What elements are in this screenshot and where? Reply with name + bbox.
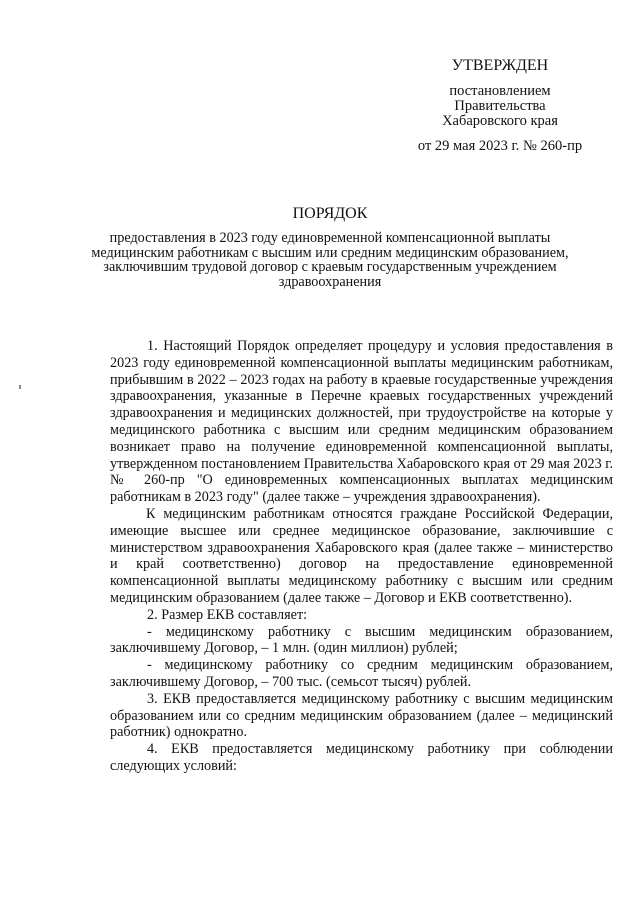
- approval-line-1: постановлением: [449, 83, 551, 99]
- paragraph-4: - медицинскому работнику с высшим медицинским образованием, заключившему Договор, – 1 млн. (один миллион) рублей;: [110, 623, 613, 657]
- paragraph-7: 4. ЕКВ предоставляется медицинскому работнику при соблюдении следующих условий:: [110, 741, 613, 774]
- title-heading: ПОРЯДОК: [292, 205, 368, 222]
- approval-heading: УТВЕРЖДЕН: [451, 57, 549, 74]
- paragraph-1: 1. Настоящий Порядок определяет процедуру и условия предоставления в 2023 году единовременной компенсационной выплаты медицинским работникам, прибывшим в 2022 – 2023 годах на работу в краевые государственные учреждения здравоохранения, указанные в Перечне краевых государственных учреждений здравоохранения и медицинских должностей, при трудоустройстве на которые у медицинского работника с высшим или средним медицинским образованием возникает право на получение единовременной компенсационной выплаты, утвержденном постановлением Правительства Хабаровского края от 29 мая 2023 г. № 260-пр "О единовременных компенсационных выплатах медицинским работникам в 2023 году" (далее также – учреждения здравоохранения).: [110, 338, 613, 506]
- approval-line-2: Правительства: [454, 98, 546, 114]
- paragraph-3: 2. Размер ЕКВ составляет:: [147, 606, 308, 623]
- paragraph-2: К медицинским работникам относятся граждане Российской Федерации, имеющие высшее или среднее медицинское образование, заключившие с министерством здравоохранения Хабаровского края (далее также – министерство и край соответственно) договор на предоставление единовременной компенсационной выплаты медицинскому работнику с высшим или средним медицинским образованием (далее также – Договор и ЕКВ соответственно).: [110, 505, 613, 606]
- document-body: [110, 338, 613, 775]
- approval-date: от 29 мая 2023 г. № 260-пр: [417, 138, 583, 154]
- document-title: [70, 205, 590, 289]
- approval-stamp: [395, 58, 605, 154]
- scan-speck: [19, 385, 21, 389]
- paragraph-6: 3. ЕКВ предоставляется медицинскому работнику с высшим медицинским образованием или со средним медицинским образованием (далее – медицинский работник) однократно.: [110, 690, 613, 741]
- paragraph-5: - медицинскому работнику со средним медицинским образованием, заключившему Договор, – 700 тыс. (семьсот тысяч) рублей.: [110, 657, 613, 690]
- approval-line-3: Хабаровского края: [442, 113, 558, 129]
- title-subtitle: предоставления в 2023 году единовременной компенсационной выплаты медицинским работникам с высшим или средним медицинским образованием, заключившим трудовой договор с краевым государственным учреждением здравоохранения: [91, 230, 569, 290]
